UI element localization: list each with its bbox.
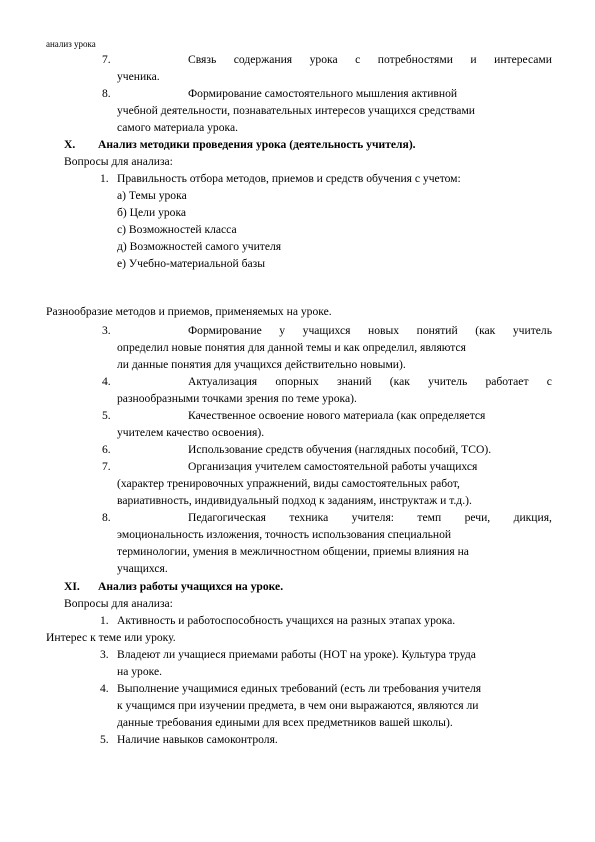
section-number: XI. — [64, 580, 80, 593]
question-text: Выполнение учащимися единых требований (есть ли требования учителя — [117, 682, 482, 695]
item-first-line: Формирование самостоятельного мышления активной — [188, 87, 458, 100]
item-line: эмоциональность изложения, точность использования специальной — [117, 528, 452, 541]
item-number: 7. — [102, 53, 111, 66]
question-number: 4. — [100, 682, 109, 695]
question-text: данные требования едиными для всех предметников вашей школы). — [117, 716, 453, 729]
word: темп — [417, 511, 442, 524]
word: с — [546, 375, 552, 388]
interest-line: Интерес к теме или уроку. — [46, 631, 176, 644]
word: техника — [289, 511, 329, 524]
word: учитель — [512, 324, 552, 337]
word: работает — [485, 375, 529, 388]
item-line: терминологии, умения в межличностном общении, приемы влияния на — [117, 545, 469, 558]
word: понятий — [416, 324, 458, 337]
item-first-line: Организация учителем самостоятельной работы учащихся — [188, 460, 478, 473]
word: интересами — [494, 53, 552, 66]
item-number: 6. — [102, 443, 111, 456]
word: знаний — [336, 375, 372, 388]
item-line: самого материала урока. — [117, 121, 239, 134]
word: учитель — [428, 375, 468, 388]
question-number: 1. — [100, 172, 109, 185]
word: новых — [368, 324, 400, 337]
word: дикция, — [513, 511, 552, 524]
sub-item: е) Учебно-материальной базы — [117, 257, 266, 270]
item-first-line — [188, 375, 552, 388]
item-first-line — [188, 324, 552, 337]
item-number: 7. — [102, 460, 111, 473]
question-text: к учащимся при изучении предмета, в чем они выражаются, являются ли — [117, 699, 479, 712]
item-number: 3. — [102, 324, 111, 337]
variety-line: Разнообразие методов и приемов, применяемых на уроке. — [46, 305, 332, 318]
section-number: X. — [64, 138, 76, 151]
word: учителя: — [351, 511, 395, 524]
item-line: учащихся. — [117, 562, 168, 575]
question-text: на уроке. — [117, 665, 163, 678]
item-number: 8. — [102, 87, 111, 100]
item-number: 5. — [102, 409, 111, 422]
word: с — [355, 53, 361, 66]
word: опорных — [275, 375, 319, 388]
item-first-line — [188, 511, 552, 524]
question-number: 5. — [100, 733, 109, 746]
item-first-line — [188, 53, 552, 66]
item-first-line: Использование средств обучения (наглядных пособий, ТСО). — [188, 443, 492, 456]
word: содержания — [233, 53, 293, 66]
questions-label: Вопросы для анализа: — [64, 597, 173, 610]
item-line: ли данные понятия для учащихся действительно новыми). — [117, 358, 406, 371]
question-number: 3. — [100, 648, 109, 661]
sub-item: б) Цели урока — [117, 206, 187, 219]
item-line: разнообразными точками зрения по теме урока). — [117, 392, 357, 405]
section-title: Анализ работы учащихся на уроке. — [98, 580, 284, 593]
question-text: Наличие навыков самоконтроля. — [117, 733, 278, 746]
word: Связь — [188, 53, 217, 66]
section-title: Анализ методики проведения урока (деятельность учителя). — [98, 138, 416, 151]
word: у — [279, 324, 286, 337]
question-text: Активность и работоспособность учащихся на разных этапах урока. — [117, 614, 456, 627]
word: Актуализация — [188, 375, 258, 388]
question-text: Правильность отбора методов, приемов и средств обучения с учетом: — [117, 172, 461, 185]
word: (как — [389, 375, 410, 388]
word: учащихся — [302, 324, 351, 337]
questions-label: Вопросы для анализа: — [64, 155, 173, 168]
question-text: Владеют ли учащиеся приемами работы (НОТ на уроке). Культура труда — [117, 648, 476, 661]
item-number: 8. — [102, 511, 111, 524]
word: потребностями — [377, 53, 453, 66]
word: и — [470, 53, 477, 66]
item-line: определил новые понятия для данной темы и как определил, являются — [117, 341, 466, 354]
sub-item: а) Темы урока — [117, 189, 187, 202]
word: (как — [475, 324, 496, 337]
sub-item: с) Возможностей класса — [117, 223, 237, 236]
word: урока — [309, 53, 338, 66]
header-label: анализ урока — [46, 39, 96, 49]
question-number: 1. — [100, 614, 109, 627]
item-line: вариативность, индивидуальный подход к заданиям, инструктаж и т.д.). — [117, 494, 472, 507]
item-line: (характер тренировочных упражнений, виды самостоятельных работ, — [117, 477, 460, 490]
word: Педагогическая — [188, 511, 266, 524]
item-number: 4. — [102, 375, 111, 388]
sub-item: д) Возможностей самого учителя — [117, 240, 282, 253]
word: речи, — [464, 511, 491, 524]
item-line: учителем качество освоения). — [117, 426, 265, 439]
item-line: ученика. — [117, 70, 160, 83]
item-first-line: Качественное освоение нового материала (как определяется — [188, 409, 486, 422]
item-line: учебной деятельности, познавательных интересов учащихся средствами — [117, 104, 475, 117]
word: Формирование — [188, 324, 262, 337]
